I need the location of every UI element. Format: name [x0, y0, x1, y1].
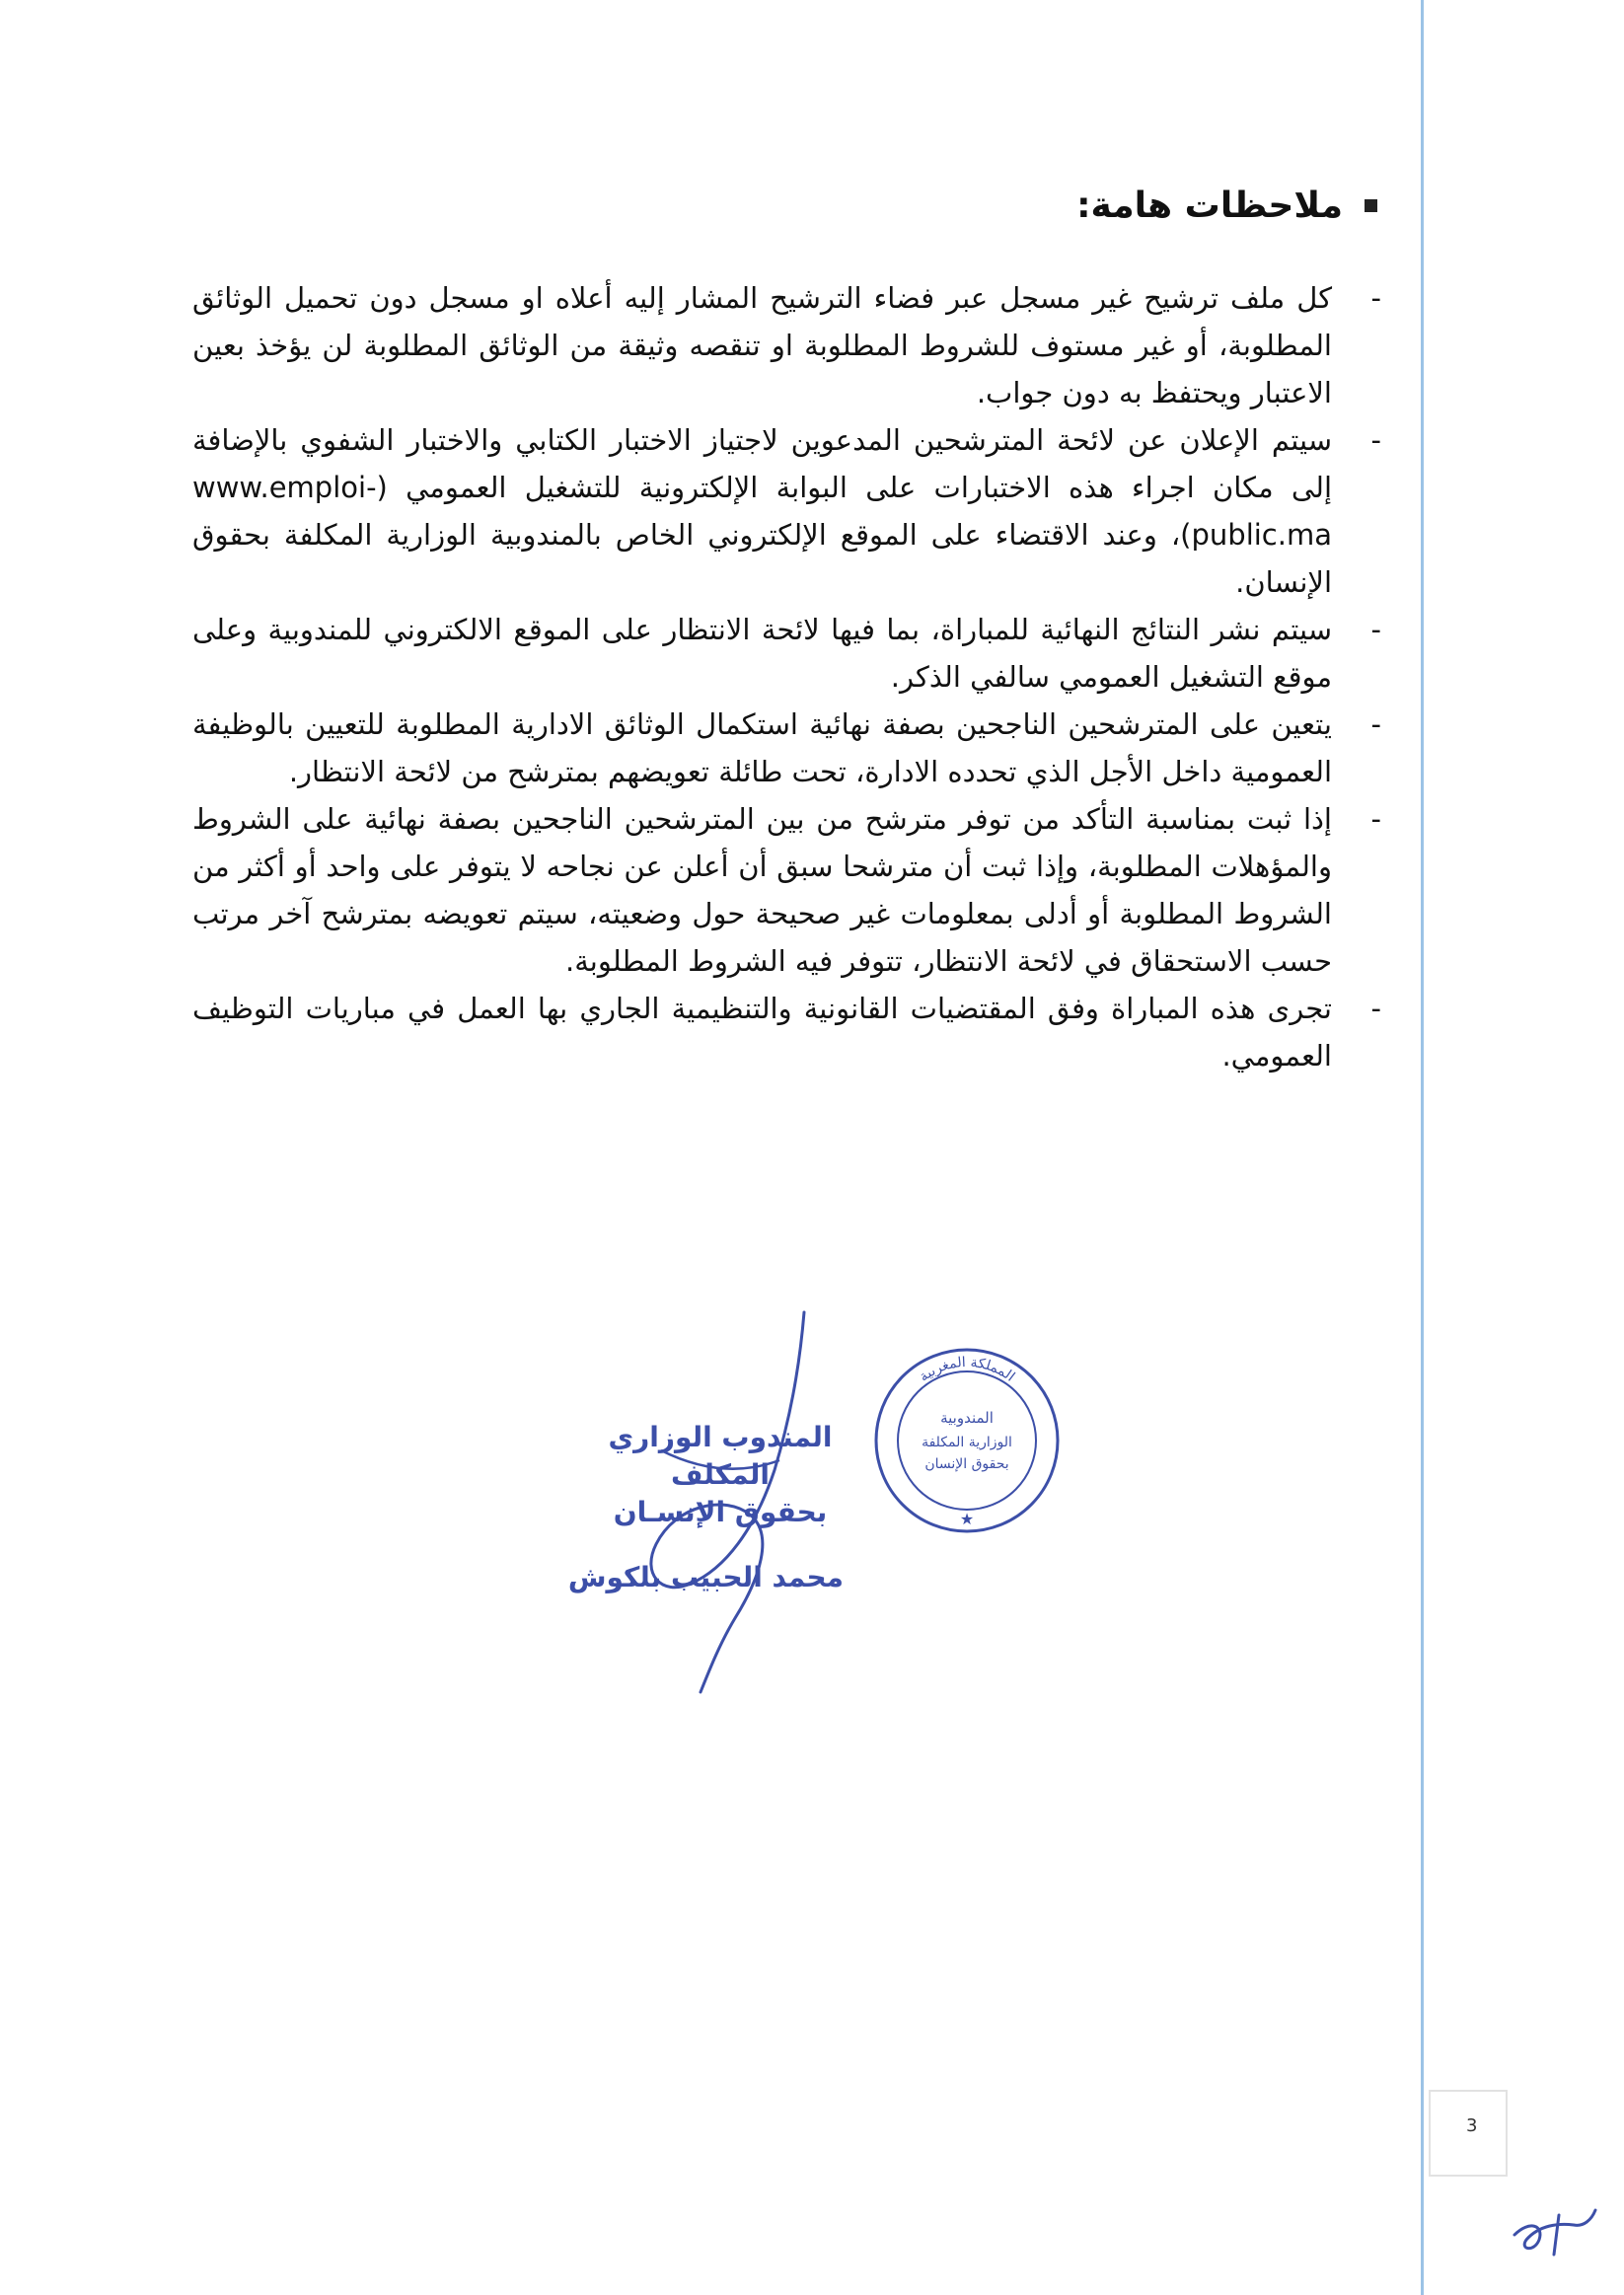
- list-item: [192, 985, 1381, 1079]
- signatory-name: محمد الحبيب بلكوش: [567, 1561, 844, 1593]
- list-item: [192, 274, 1381, 416]
- svg-text:المملكة المغربية: [917, 1355, 1017, 1385]
- note-text: سيتم نشر النتائج النهائية للمباراة، بما فيها لائحة الانتظار على الموقع الالكتروني للمندوبية وعلى موقع التشغيل العمومي سالفي الذكر.: [192, 613, 1332, 694]
- dash-bullet: -: [1370, 423, 1381, 457]
- stamp-star-icon: ★: [959, 1510, 975, 1528]
- signatory-title-line2: بحقوق الإنسـان: [613, 1496, 828, 1528]
- official-stamp: [868, 1342, 1066, 1539]
- notes-list: [192, 274, 1381, 1079]
- stamp-line3: بحقوق الإنسان: [924, 1456, 1009, 1472]
- dash-bullet: -: [1370, 707, 1381, 741]
- note-text: كل ملف ترشيح غير مسجل عبر فضاء الترشيح المشار إليه أعلاه او مسجل دون تحميل الوثائق المطلوبة، أو غير مستوف للشروط المطلوبة او تنقصه وثيقة من الوثائق المطلوبة لن يؤخذ بعين الاعتبار ويحتفظ به دون جواب.: [192, 281, 1332, 409]
- dash-bullet: -: [1370, 613, 1381, 646]
- dash-bullet: -: [1370, 281, 1381, 315]
- note-text: سيتم الإعلان عن لائحة المترشحين المدعوين لاجتياز الاختبار الكتابي والاختبار الشفوي بالإضافة إلى مكان اجراء هذه الاختبارات على البوابة الإلكترونية للتشغيل العمومي (www.emploi-public.ma)، وعند الاقتضاء على الموقع الإلكتروني الخاص بالمندوبية الوزارية المكلفة بحقوق الإنسان.: [192, 423, 1332, 599]
- signature-block: [553, 1354, 1066, 1658]
- margin-line: [1421, 0, 1424, 2295]
- list-item: [192, 416, 1381, 606]
- note-text: تجرى هذه المباراة وفق المقتضيات القانونية والتنظيمية الجاري بها العمل في مباريات التوظيف العمومي.: [192, 992, 1332, 1073]
- list-item: [192, 701, 1381, 795]
- section-heading: [1076, 185, 1377, 226]
- page-number: 3: [1466, 2115, 1478, 2136]
- dash-bullet: -: [1370, 992, 1381, 1025]
- stamp-outer-text: المملكة المغربية: [916, 1354, 1018, 1385]
- list-item: [192, 606, 1381, 701]
- handwritten-signature: [553, 1302, 868, 1717]
- signatory-title-line1: المندوب الوزاري المكلف: [608, 1421, 833, 1491]
- note-text: إذا ثبت بمناسبة التأكد من توفر مترشح من بين المترشحين الناجحين بصفة نهائية على الشروط والمؤهلات المطلوبة، وإذا ثبت أن مترشحا سبق أن أعلن عن نجاحه لا يتوفر على واحد أو أكثر من الشروط المطلوبة أو أدلى بمعلومات غير صحيحة حول وضعيته، سيتم تعويضه بمترشح آخر مرتب حسب الاستحقاق في لائحة الانتظار، تتوفر فيه الشروط المطلوبة.: [192, 802, 1332, 978]
- handwritten-initials: [1505, 2195, 1603, 2264]
- note-text: يتعين على المترشحين الناجحين بصفة نهائية استكمال الوثائق الادارية المطلوبة للتعيين بالوظيفة العمومية داخل الأجل الذي تحدده الادارة، تحت طائلة تعويضهم بمترشح من لائحة الانتظار.: [192, 707, 1332, 788]
- dash-bullet: -: [1370, 802, 1381, 836]
- list-item: [192, 795, 1381, 985]
- page-number-box: [1429, 2090, 1508, 2177]
- square-bullet-icon: [1365, 199, 1377, 212]
- stamp-line1: المندوبية: [940, 1409, 994, 1427]
- stamp-line2: الوزارية المكلفة: [922, 1435, 1012, 1450]
- heading-text: ملاحظات هامة:: [1076, 185, 1343, 226]
